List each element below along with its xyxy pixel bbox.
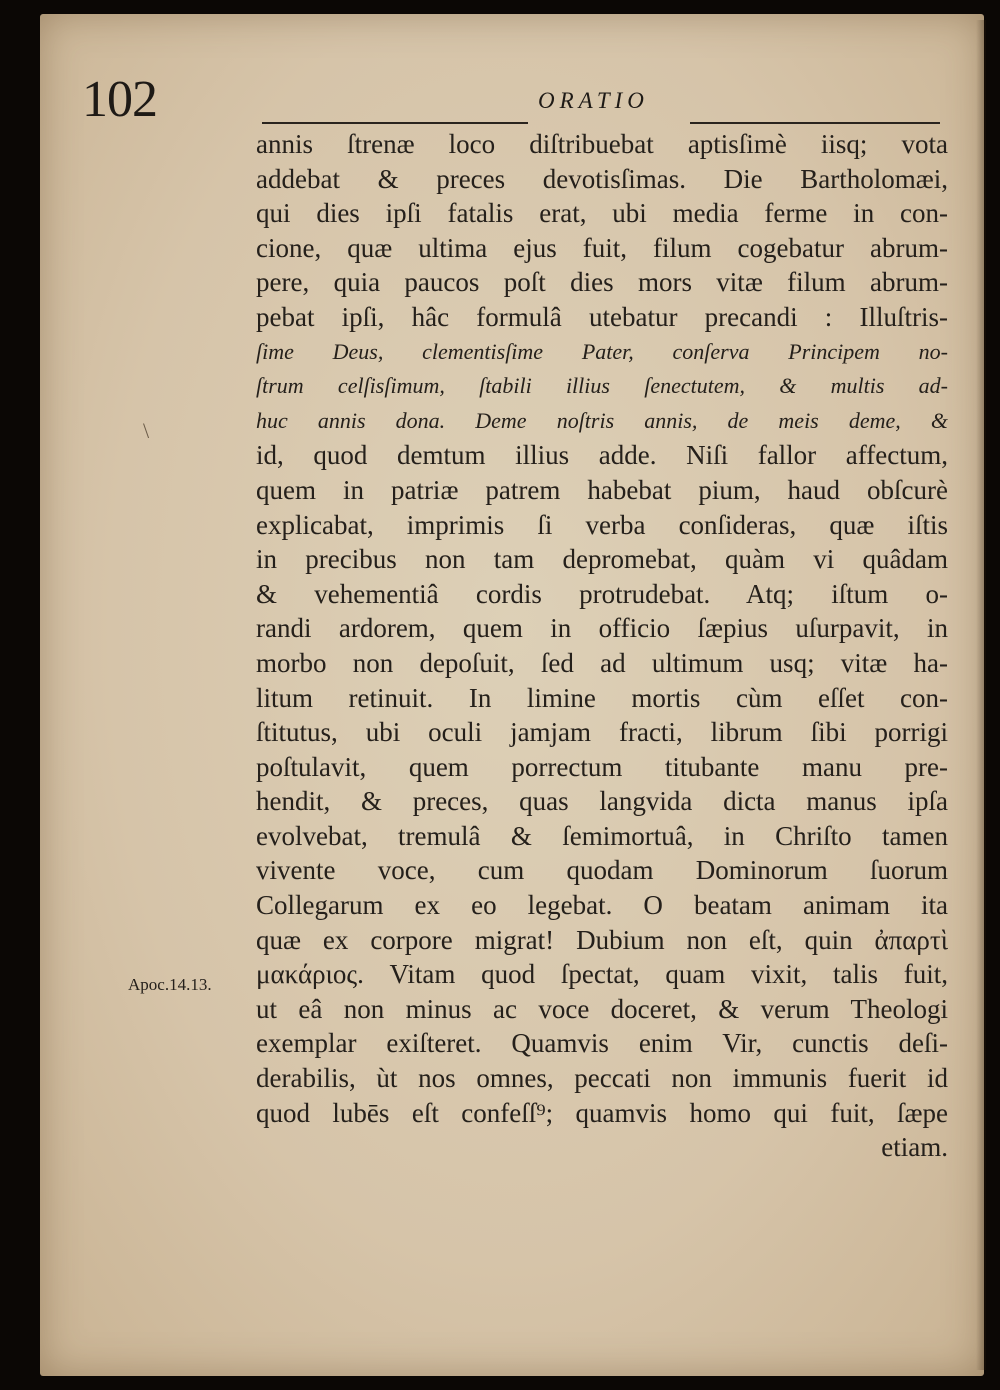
text-line: pebat ipſi, hâc formulâ utebatur precandi : Illuſtris- — [256, 301, 948, 332]
text-line: randi ardorem, quem in officio ſæpius uſurpavit, in — [256, 613, 948, 644]
body-text — [256, 127, 948, 1165]
text-line: Collegarum ex eo legebat. O beatam animam ita — [256, 890, 948, 921]
text-line: pere, quia paucos poſt dies mors vitæ filum abrum- — [256, 267, 948, 298]
text-line: quem in patriæ patrem habebat pium, haud obſcurè — [256, 474, 948, 505]
text-line: vivente voce, cum quodam Dominorum ſuorum — [256, 855, 948, 886]
text-line: hendit, & preces, quas langvida dicta manus ipſa — [256, 786, 948, 817]
running-head: ORATIO — [538, 88, 649, 113]
text-line: explicabat, imprimis ſi verba conſideras, quæ iſtis — [256, 509, 948, 540]
text-line: etiam. — [881, 1132, 948, 1163]
text-line: qui dies ipſi fatalis erat, ubi media ferme in con- — [256, 198, 948, 229]
text-line: cione, quæ ultima ejus fuit, filum cogebatur abrum- — [256, 232, 948, 263]
text-line: evolvebat, tremulâ & ſemimortuâ, in Chriſto tamen — [256, 820, 948, 851]
text-line: quæ ex corpore migrat! Dubium non eſt, quin ἀπαρτὶ — [256, 924, 948, 955]
text-line: ut eâ non minus ac voce doceret, & verum Theologi — [256, 993, 948, 1024]
text-line: derabilis, ùt nos omnes, peccati non immunis fuerit id — [256, 1063, 948, 1094]
text-line: morbo non depoſuit, ſed ad ultimum usq; vitæ ha- — [256, 647, 948, 678]
text-line: id, quod demtum illius adde. Niſi fallor affectum, — [256, 440, 948, 471]
page-edge-shadow — [976, 20, 986, 1370]
header-rule-right — [690, 122, 940, 124]
text-line: quod lubēs eſt confeſſ⁹; quamvis homo qui fuit, ſæpe — [256, 1097, 948, 1128]
text-line: annis ſtrenæ loco diſtribuebat aptisſimè iisq; vota — [256, 129, 948, 159]
page-number: 102 — [82, 71, 157, 128]
text-line: huc annis dona. Deme noſtris annis, de meis deme, & — [256, 407, 948, 433]
margin-note: Apoc.14.13. — [128, 975, 212, 994]
text-line: poſtulavit, quem porrectum titubante manu pre- — [256, 751, 948, 782]
text-line: ſtitutus, ubi oculi jamjam fracti, librum ſibi porrigi — [256, 717, 948, 748]
text-line: & vehementiâ cordis protrudebat. Atq; iſtum o- — [256, 578, 948, 609]
text-line: exemplar exiſteret. Quamvis enim Vir, cunctis deſi- — [256, 1028, 948, 1059]
text-line: addebat & preces devotisſimas. Die Bartholomæi, — [256, 163, 948, 194]
text-line: in precibus non tam depromebat, quàm vi quâdam — [256, 544, 948, 575]
stray-mark: \ — [143, 418, 150, 443]
text-line: ſime Deus, clementisſime Pater, conſerva Principem no- — [256, 338, 948, 364]
text-line: litum retinuit. In limine mortis cùm eſſet con- — [256, 682, 948, 713]
text-line: ſtrum celſisſimum, ſtabili illius ſenectutem, & multis ad- — [256, 373, 948, 399]
text-line: μακάριος. Vitam quod ſpectat, quam vixit, talis fuit, — [256, 959, 948, 990]
header-rule-left — [262, 122, 528, 124]
